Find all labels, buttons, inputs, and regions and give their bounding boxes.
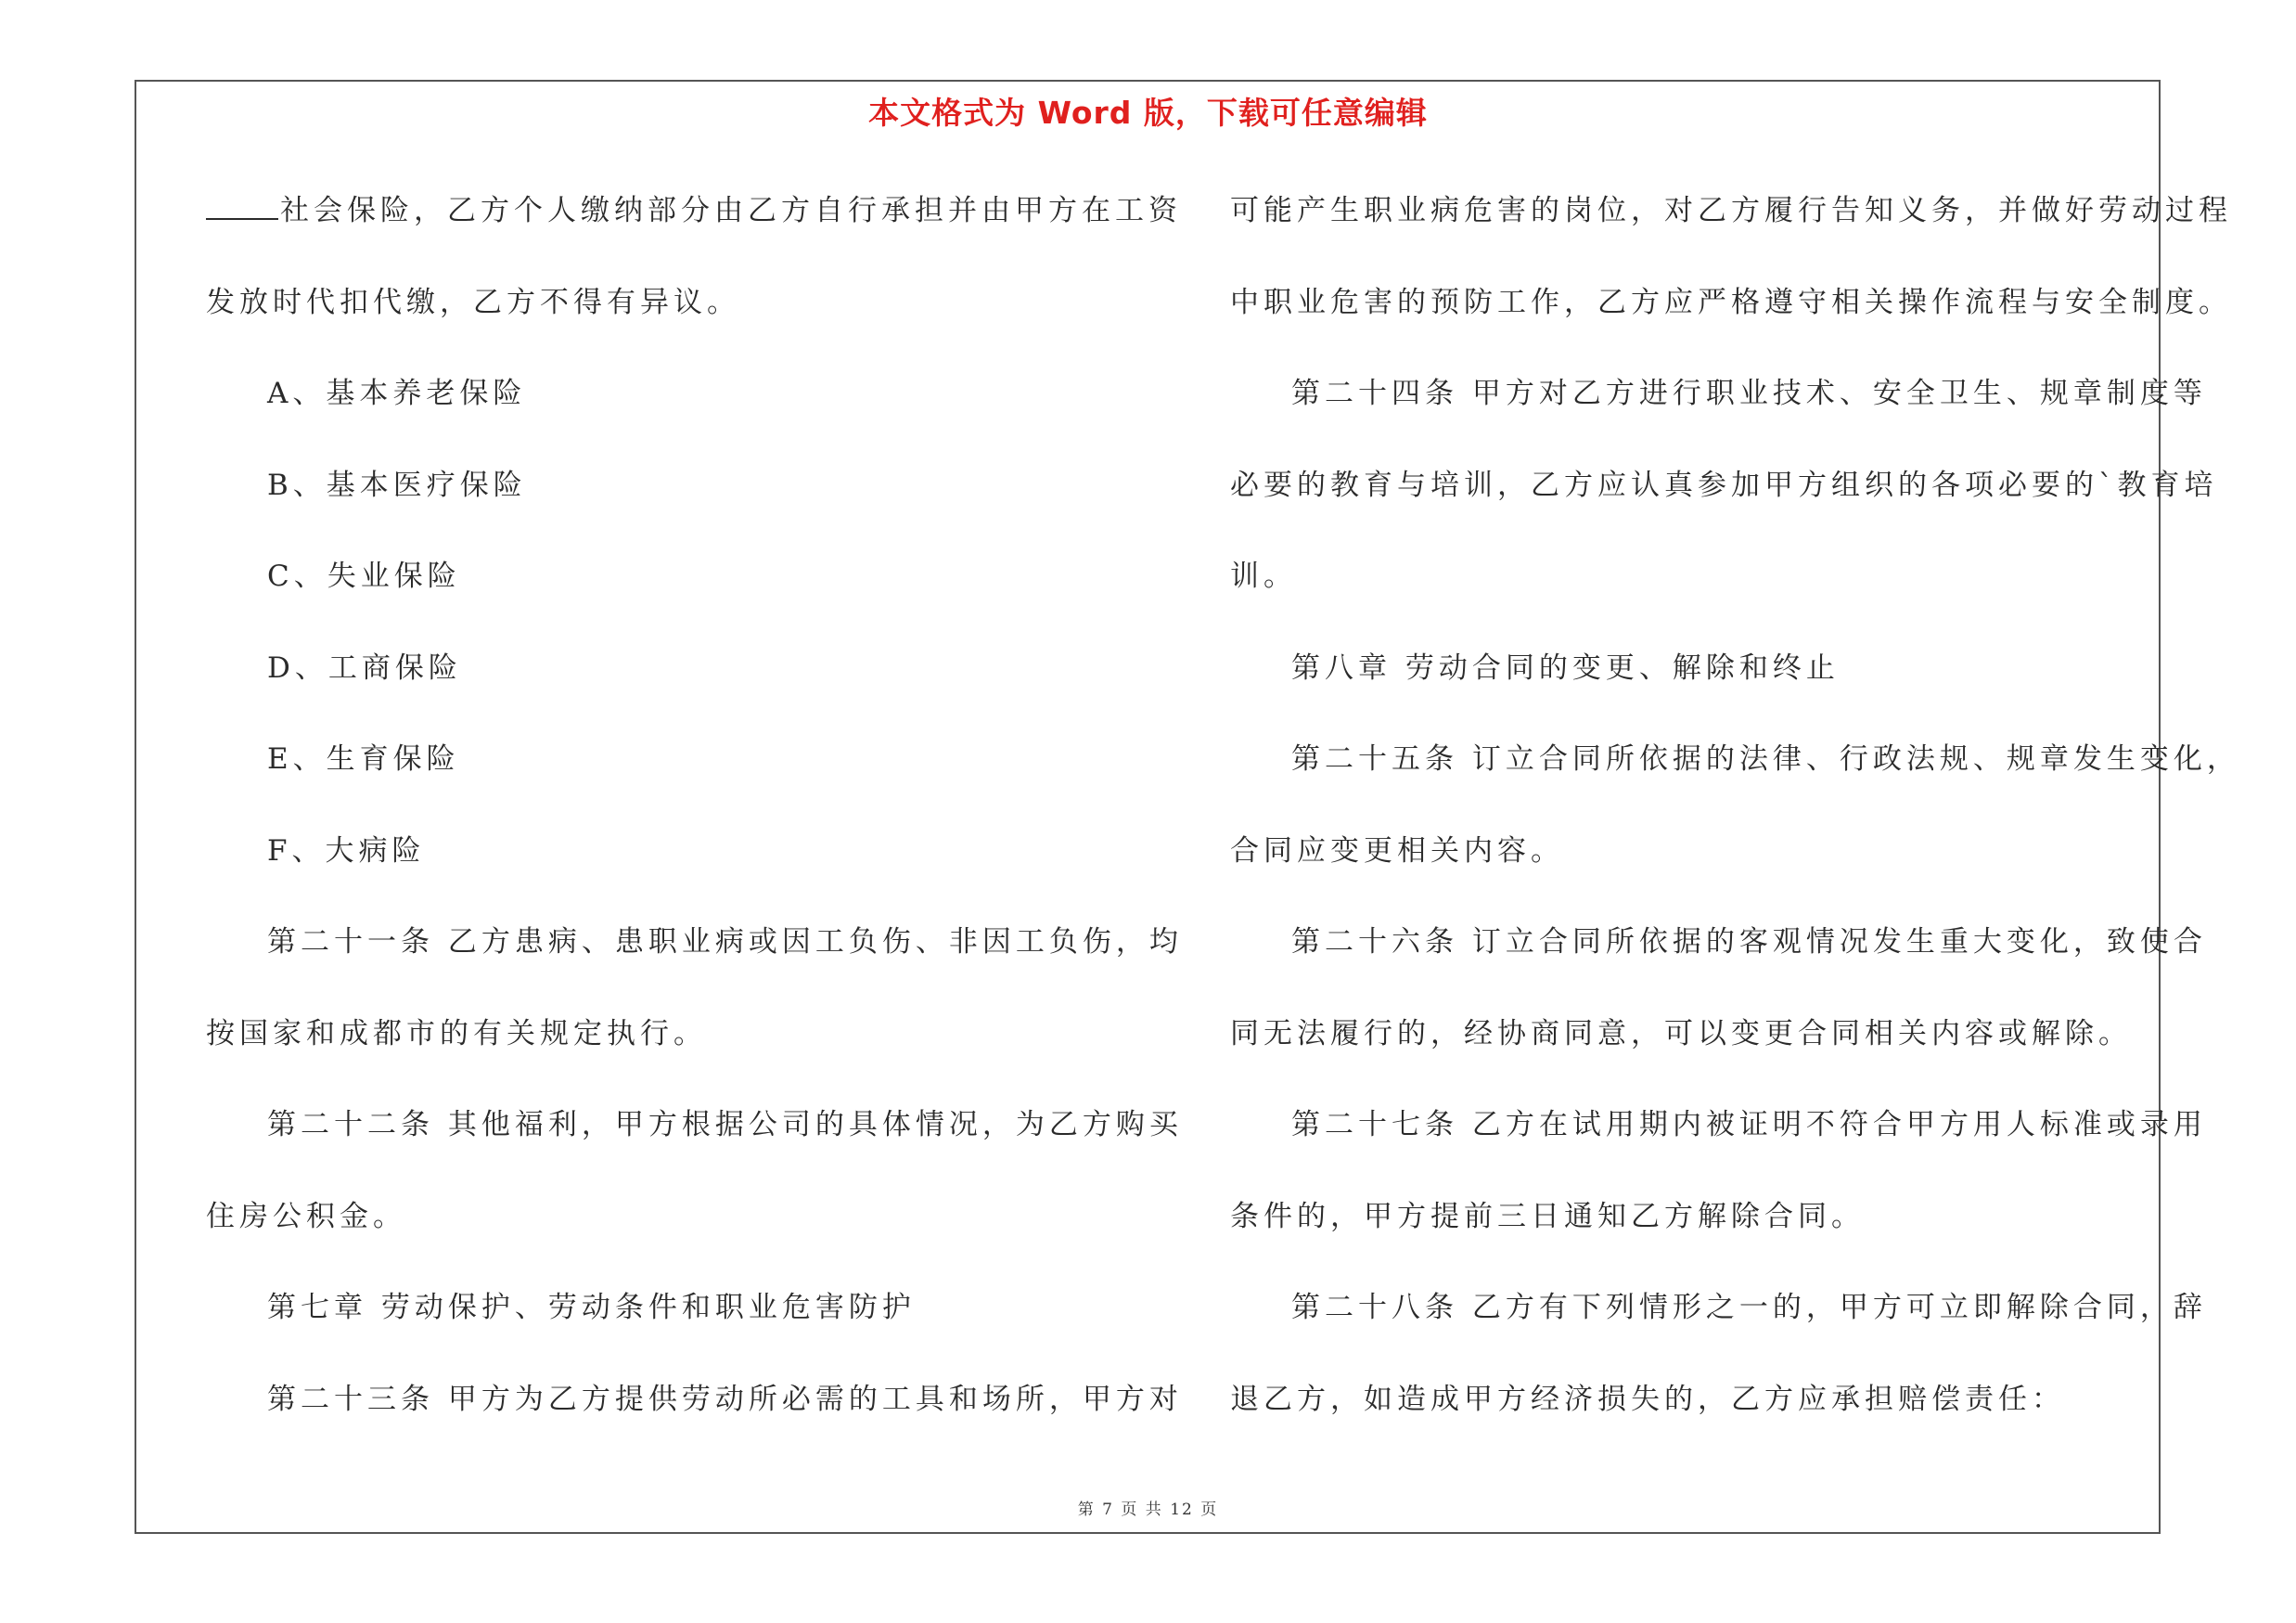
paragraph-line: 中职业危害的预防工作，乙方应严格遵守相关操作流程与安全制度。 <box>1230 285 2232 319</box>
page-number-footer: 第 7 页 共 12 页 <box>1077 1501 1219 1519</box>
paragraph-line: 发放时代扣代缴，乙方不得有异议。 <box>206 285 740 319</box>
fill-in-blank <box>206 192 278 220</box>
paragraph-line: 退乙方，如造成甲方经济损失的，乙方应承担赔偿责任： <box>1230 1382 2065 1416</box>
paragraph-line: 可能产生职业病危害的岗位，对乙方履行告知义务，并做好劳动过程 <box>1230 194 2232 227</box>
list-item: A、基本养老保险 <box>267 377 527 410</box>
article-27: 第二十七条 乙方在试用期内被证明不符合甲方用人标准或录用 <box>1291 1108 2207 1141</box>
right-text-column <box>1230 182 2240 1462</box>
paragraph-line: 住房公积金。 <box>206 1199 406 1233</box>
chapter-7-heading: 第七章 劳动保护、劳动条件和职业危害防护 <box>267 1291 916 1324</box>
paragraph-line: 条件的，甲方提前三日通知乙方解除合同。 <box>1230 1199 1865 1233</box>
chapter-8-heading: 第八章 劳动合同的变更、解除和终止 <box>1291 650 1840 685</box>
line-text: 社会保险，乙方个人缴纳部分由乙方自行承担并由甲方在工资 <box>280 194 1182 227</box>
paragraph-line: 按国家和成都市的有关规定执行。 <box>206 1016 707 1050</box>
list-item: D、工商保险 <box>267 650 462 685</box>
list-item: C、失业保险 <box>267 560 461 593</box>
article-23: 第二十三条 甲方为乙方提供劳动所必需的工具和场所，甲方对 <box>267 1382 1183 1416</box>
paragraph-line: 同无法履行的，经协商同意，可以变更合同相关内容或解除。 <box>1230 1016 2132 1050</box>
article-24: 第二十四条 甲方对乙方进行职业技术、安全卫生、规章制度等 <box>1291 377 2207 410</box>
article-28: 第二十八条 乙方有下列情形之一的，甲方可立即解除合同，辞 <box>1291 1291 2207 1324</box>
paragraph-line <box>206 182 1182 274</box>
article-25: 第二十五条 订立合同所依据的法律、行政法规、规章发生变化， <box>1291 742 2240 776</box>
left-text-column <box>206 182 1183 1462</box>
article-22: 第二十二条 其他福利，甲方根据公司的具体情况，为乙方购买 <box>267 1108 1183 1141</box>
article-26: 第二十六条 订立合同所依据的客观情况发生重大变化，致使合 <box>1291 925 2207 959</box>
editable-notice-banner: 本文格式为 Word 版，下载可任意编辑 <box>868 95 1428 131</box>
paragraph-line: 训。 <box>1230 560 1297 593</box>
article-21: 第二十一条 乙方患病、患职业病或因工负伤、非因工负伤，均 <box>267 925 1183 959</box>
paragraph-line: 合同应变更相关内容。 <box>1230 833 1564 868</box>
list-item: F、大病险 <box>267 833 426 868</box>
paragraph-line: 必要的教育与培训，乙方应认真参加甲方组织的各项必要的`教育培 <box>1230 468 2218 502</box>
list-item: B、基本医疗保险 <box>267 468 527 502</box>
list-item: E、生育保险 <box>267 742 460 776</box>
